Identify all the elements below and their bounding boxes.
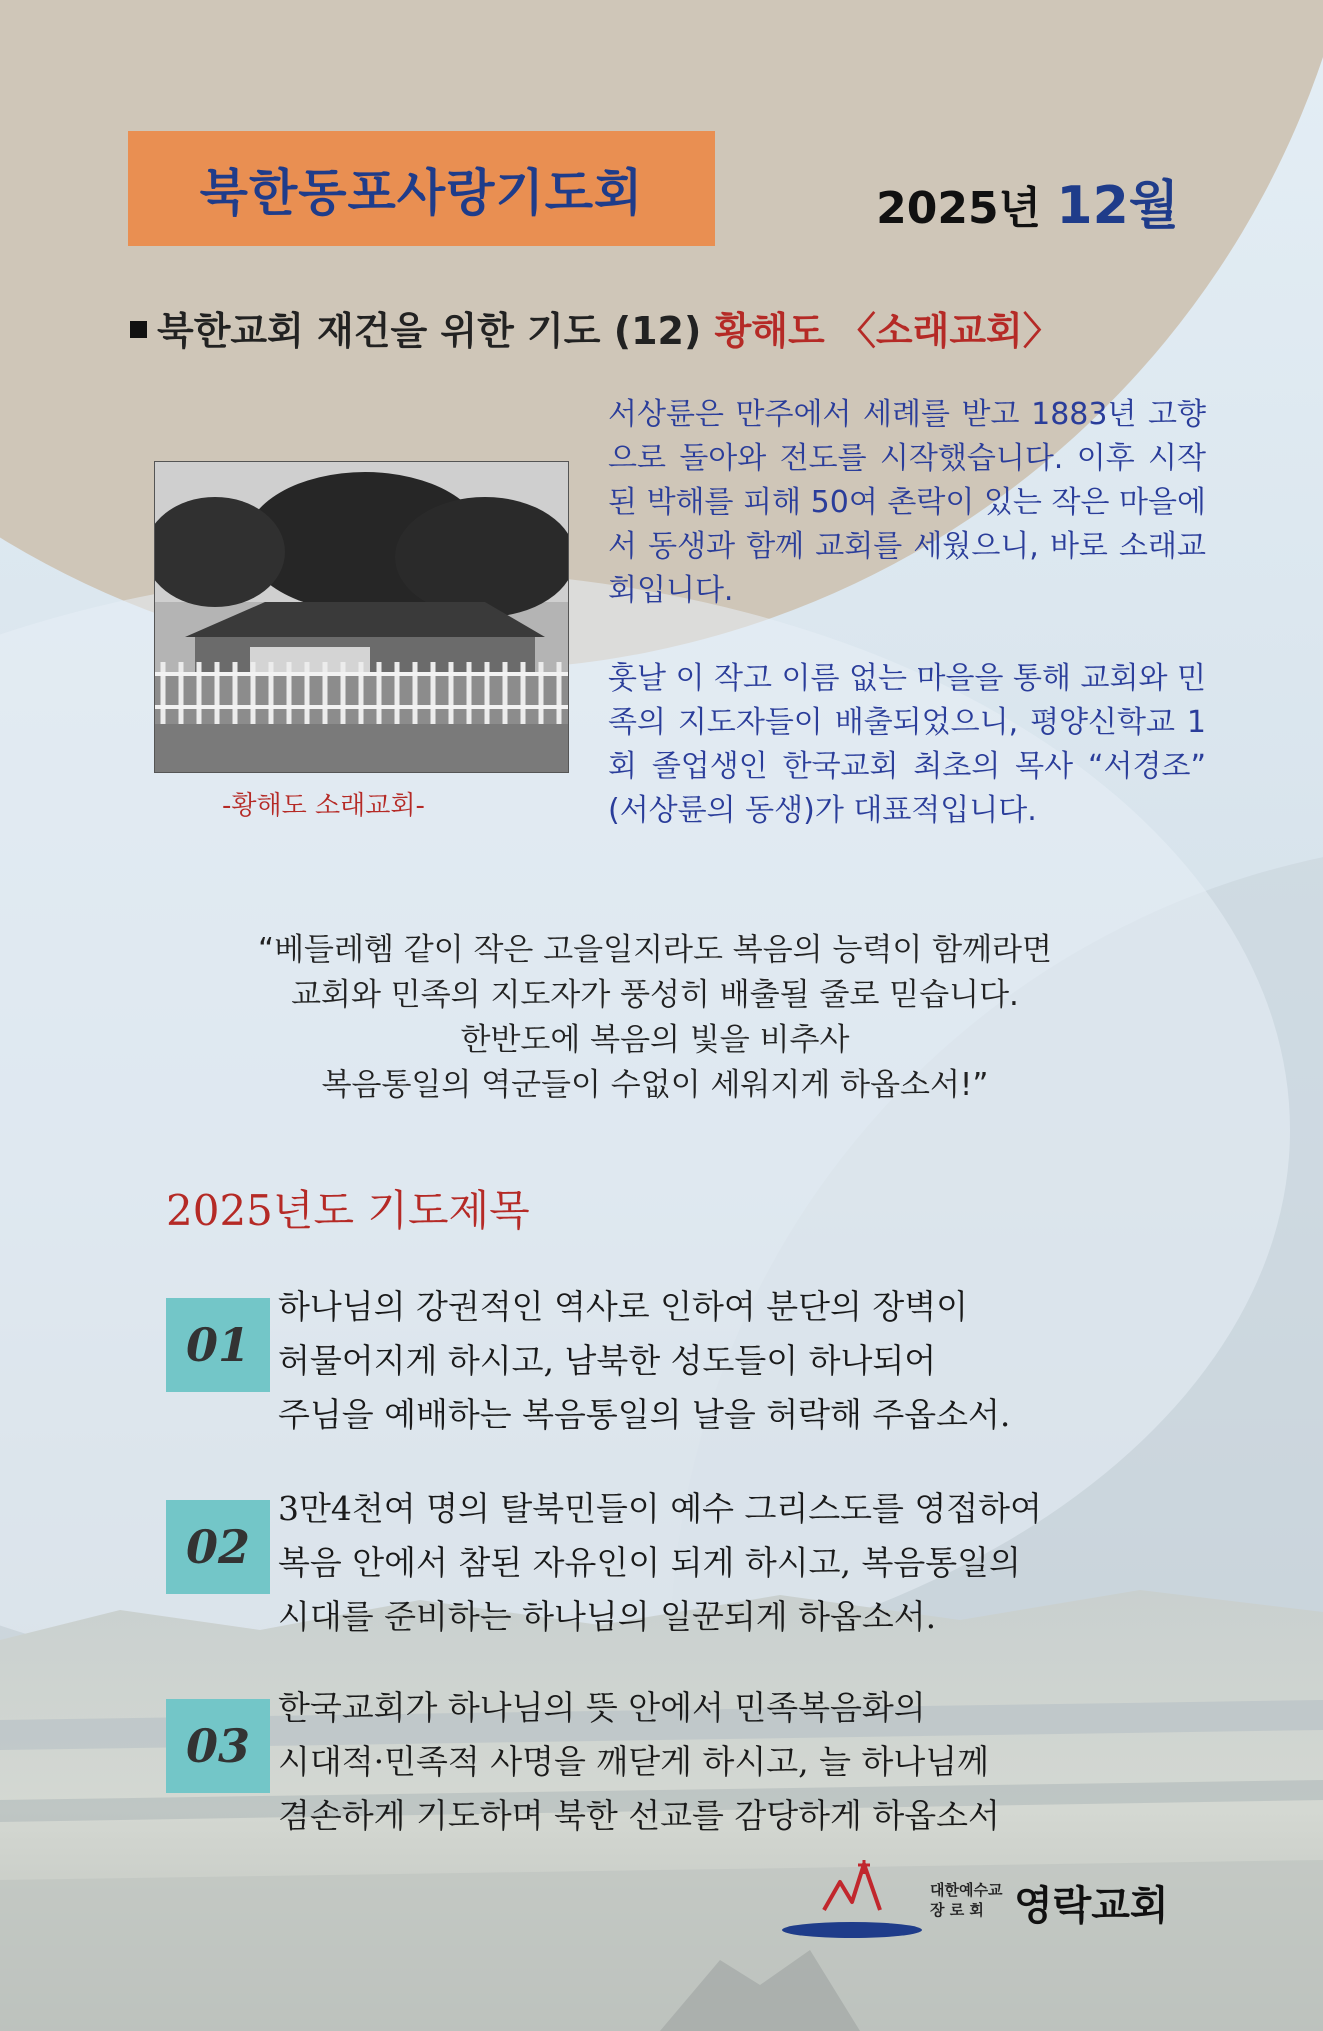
story-paragraph-1: 서상륜은 만주에서 세례를 받고 1883년 고향으로 돌아와 전도를 시작했습니다. 이후 시작된 박해를 피해 50여 촌락이 있는 작은 마을에서 동생과 함께 교회를 세웠으니, 바로 소래교회입니다. — [608, 397, 1206, 608]
prayer-number: 01 — [185, 1318, 250, 1372]
prayer-number: 03 — [185, 1719, 250, 1773]
quote-line-3: 한반도에 복음의 빛을 비추사 — [460, 1022, 850, 1058]
prayer-number-box — [166, 1699, 270, 1793]
prayer-line: 복음 안에서 참된 자유인이 되게 하시고, 복음통일의 — [278, 1543, 1021, 1582]
prayer-line: 시대를 준비하는 하나님의 일꾼되게 하옵소서. — [278, 1597, 937, 1636]
title-box — [128, 131, 715, 246]
church-logo-mark-icon — [772, 1860, 922, 1950]
section-title-prefix: 북한교회 재건을 위한 기도 (12) — [157, 309, 702, 353]
story-text — [608, 393, 1206, 833]
prayer-number-box — [166, 1298, 270, 1392]
prayer-line: 시대적·민족적 사명을 깨닫게 하시고, 늘 하나님께 — [278, 1742, 989, 1781]
prayer-line: 3만4천여 명의 탈북민들이 예수 그리스도를 영접하여 — [278, 1489, 1042, 1528]
quote-line-4: 복음통일의 역군들이 수없이 세워지게 하옵소서!” — [321, 1067, 989, 1103]
quote-block — [130, 928, 1180, 1108]
church-logo — [772, 1860, 1192, 1950]
prayer-line: 허물어지게 하시고, 남북한 성도들이 하나되어 — [278, 1341, 937, 1380]
prayer-text — [278, 1681, 1178, 1843]
logo-denomination-line-2: 장 로 회 — [930, 1901, 984, 1919]
logo-church-name: 영락교회 — [1014, 1883, 1169, 1929]
prayer-line: 한국교회가 하나님의 뜻 안에서 민족복음화의 — [278, 1688, 926, 1727]
photo-caption: -황해도 소래교회- — [222, 791, 425, 821]
prayer-line: 겸손하게 기도하며 북한 선교를 감당하게 하옵소서 — [278, 1796, 1000, 1835]
page-title: 북한동포사랑기도회 — [199, 163, 644, 222]
prayer-line: 주님을 예배하는 복음통일의 날을 허락해 주옵소서. — [278, 1395, 1011, 1434]
square-bullet-icon — [130, 321, 147, 338]
logo-denomination-line-1: 대한예수교 — [930, 1881, 1003, 1899]
prayer-number-box — [166, 1500, 270, 1594]
month-label: 12월 — [1056, 176, 1179, 236]
quote-line-2: 교회와 민족의 지도자가 풍성히 배출될 줄로 믿습니다. — [291, 977, 1019, 1013]
section-title-place: 황해도 〈소래교회〉 — [714, 309, 1061, 353]
logo-denomination — [930, 1880, 1012, 1920]
year-label: 2025년 — [876, 183, 1042, 234]
prayer-text — [278, 1280, 1178, 1442]
prayer-line: 하나님의 강권적인 역사로 인하여 분단의 장벽이 — [278, 1287, 969, 1326]
quote-line-1: “베들레헴 같이 작은 고을일지라도 복음의 능력이 함께라면 — [258, 932, 1052, 968]
prayer-text — [278, 1482, 1178, 1644]
section-title — [130, 300, 1061, 355]
church-photo — [154, 461, 569, 773]
date-label — [876, 163, 1179, 238]
story-paragraph-2: 훗날 이 작고 이름 없는 마을을 통해 교회와 민족의 지도자들이 배출되었으니, 평양신학교 1회 졸업생인 한국교회 최초의 목사 “서경조” (서상륜의 동생)가 대표적입니다. — [608, 661, 1206, 828]
prayer-number: 02 — [185, 1520, 250, 1574]
prayer-heading: 2025년도 기도제목 — [166, 1186, 530, 1235]
